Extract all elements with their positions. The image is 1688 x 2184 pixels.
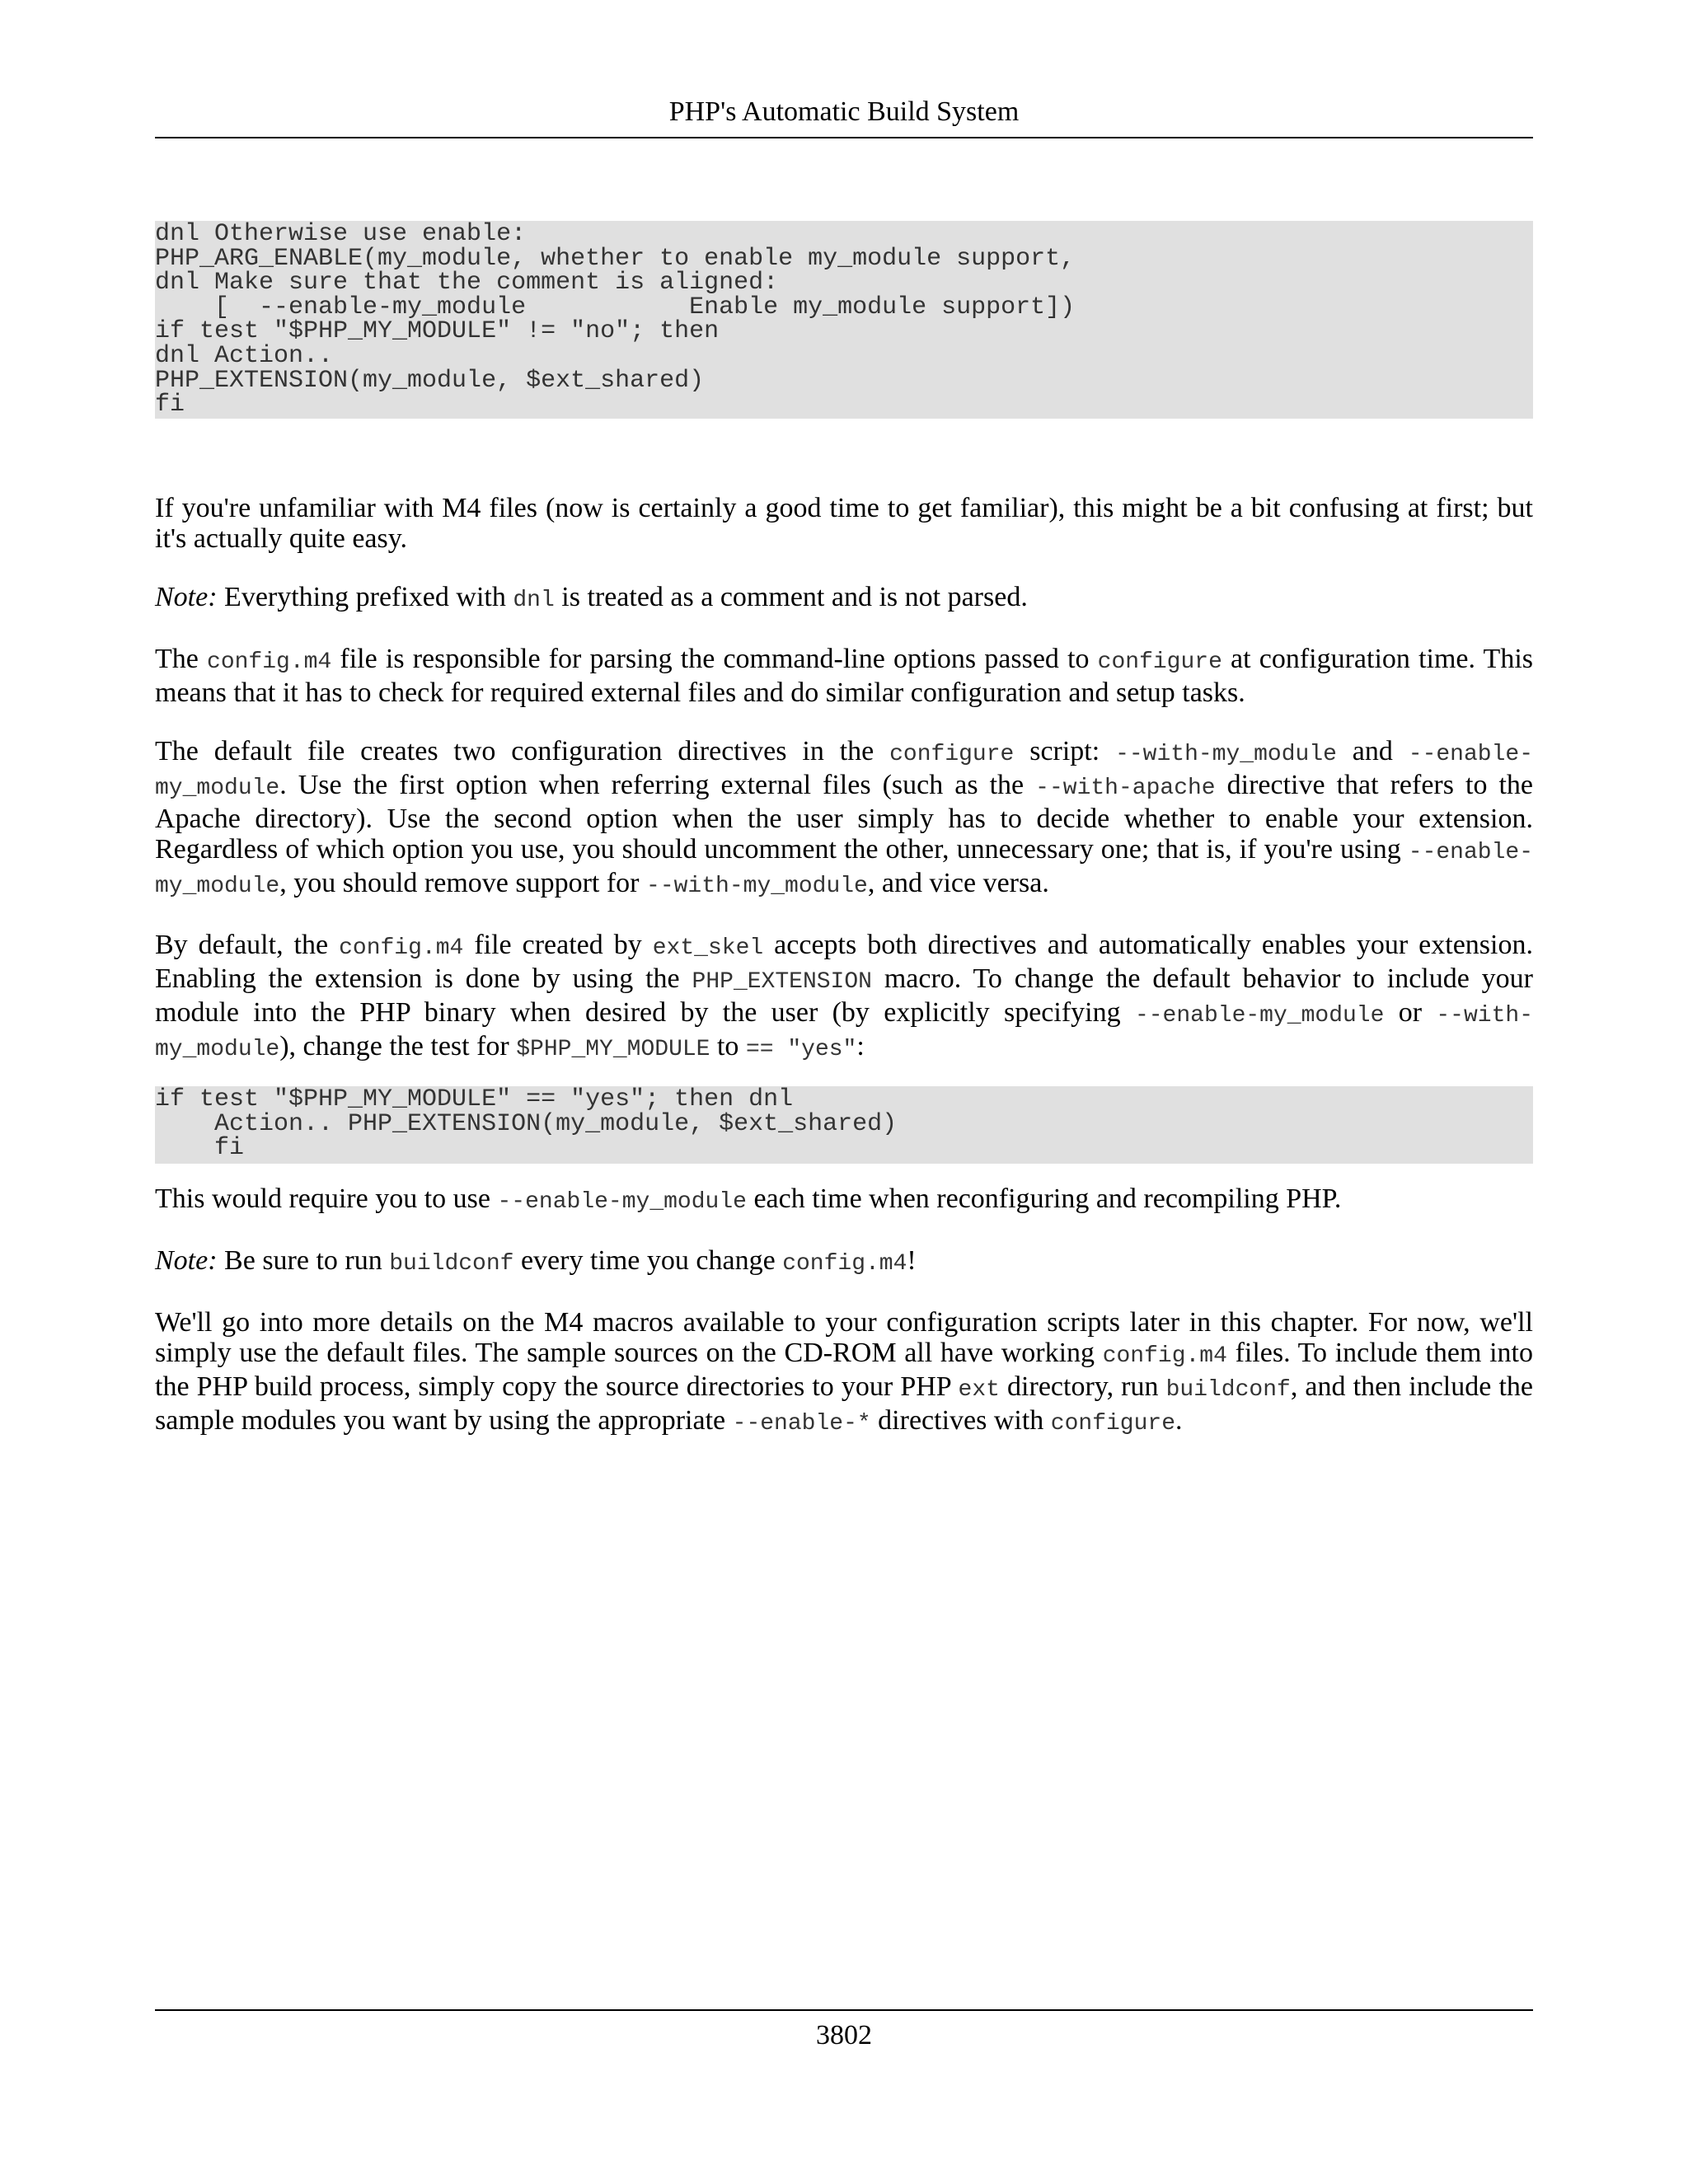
code-block-test-yes: if test "$PHP_MY_MODULE" == "yes"; then dnl Action.. PHP_EXTENSION(my_module, $ext_shared) fi	[155, 1086, 1533, 1164]
inline-code: PHP_EXTENSION	[692, 969, 872, 995]
inline-code: --with-apache	[1035, 776, 1216, 801]
inline-code: --enable-my_module	[497, 1189, 747, 1215]
paragraph-default-directives: The default file creates two configuration directives in the configure script: --with-my_module and --enable-my_module. Use the first option when referring external files (such as the --with-apache directive that refers to the Apache directory). Use the second option when the user simply has to decide whether to enable your extension. Regardless of which option you use, you should uncomment the other, unnecessary one; that is, if you're using --enable-my_module, you should remove support for --with-my_module, and vice versa.	[155, 736, 1534, 899]
inline-code: config.m4	[339, 935, 464, 961]
page-content	[155, 221, 1533, 1439]
inline-code: configure	[1097, 649, 1222, 675]
code-block-config-m4: dnl Otherwise use enable: PHP_ARG_ENABLE(my_module, whether to enable my_module support, dnl Make sure that the comment is aligned: [ --enable-my_module Enable my_module support]) if test "$PHP_MY_MODULE" != "no"; then dnl Action.. PHP_EXTENSION(my_module, $ext_shared) fi	[155, 221, 1533, 419]
inline-code: configure	[1050, 1411, 1176, 1436]
inline-code: --with-my_module	[155, 1003, 1533, 1062]
note-label: Note:	[155, 582, 218, 612]
running-header: PHP's Automatic Build System	[668, 96, 1020, 127]
paragraph-default-behavior: By default, the config.m4 file created by ext_skel accepts both directives and automatically enables your extension. Enabling the extension is done by using the PHP_EXTENSION macro. To change the default behavior to include your module into the PHP binary when desired by the user (by explicitly specifying --enable-my_module or --with-my_module), change the test for $PHP_MY_MODULE to == "yes":	[155, 930, 1534, 1062]
paragraph-note-buildconf: Note: Be sure to run buildconf every time you change config.m4!	[155, 1245, 917, 1277]
header-rule	[155, 137, 1533, 138]
inline-code: config.m4	[782, 1251, 907, 1277]
paragraph-config-m4-purpose: The config.m4 file is responsible for parsing the command-line options passed to configure at configuration time. This means that it has to check for required external files and do similar configuration and setup tasks.	[155, 644, 1533, 708]
note-label: Note:	[155, 1245, 218, 1276]
footer-rule	[155, 2009, 1533, 2011]
inline-code: dnl	[513, 588, 555, 613]
paragraph-note-dnl: Note: Everything prefixed with dnl is treated as a comment and is not parsed.	[155, 582, 1028, 613]
paragraph-require-enable: This would require you to use --enable-my_module each time when reconfiguring and recompiling PHP.	[155, 1183, 1342, 1215]
inline-code: --enable-my_module	[1134, 1003, 1385, 1029]
paragraph-m4-intro: If you're unfamiliar with M4 files (now is certainly a good time to get familiar), this might be a bit confusing at first; but it's actually quite easy.	[155, 493, 1533, 554]
inline-code: ext_skel	[652, 935, 764, 961]
inline-code: --with-my_module	[646, 874, 868, 899]
inline-code: --enable-my_module	[155, 840, 1533, 899]
inline-code: --with-my_module	[1115, 742, 1337, 767]
inline-code: == "yes"	[745, 1037, 857, 1062]
paragraph-m4-macros: We'll go into more details on the M4 macros available to your configuration scripts later in this chapter. For now, we'll simply use the default files. The sample sources on the CD-ROM all have working config.m4 files. To include them into the PHP build process, simply copy the source directories to your PHP ext directory, run buildconf, and then include the sample modules you want by using the appropriate --enable-* directives with configure.	[155, 1307, 1533, 1436]
inline-code: --enable-my_module	[155, 742, 1533, 801]
inline-code: config.m4	[1102, 1343, 1227, 1369]
page-number: 3802	[816, 2020, 872, 2050]
inline-code: ext	[958, 1377, 1000, 1403]
inline-code: --enable-*	[732, 1411, 871, 1436]
inline-code: configure	[889, 742, 1015, 767]
inline-code: $PHP_MY_MODULE	[516, 1037, 710, 1062]
inline-code: buildconf	[1165, 1377, 1291, 1403]
inline-code: config.m4	[207, 649, 332, 675]
inline-code: buildconf	[389, 1251, 514, 1277]
